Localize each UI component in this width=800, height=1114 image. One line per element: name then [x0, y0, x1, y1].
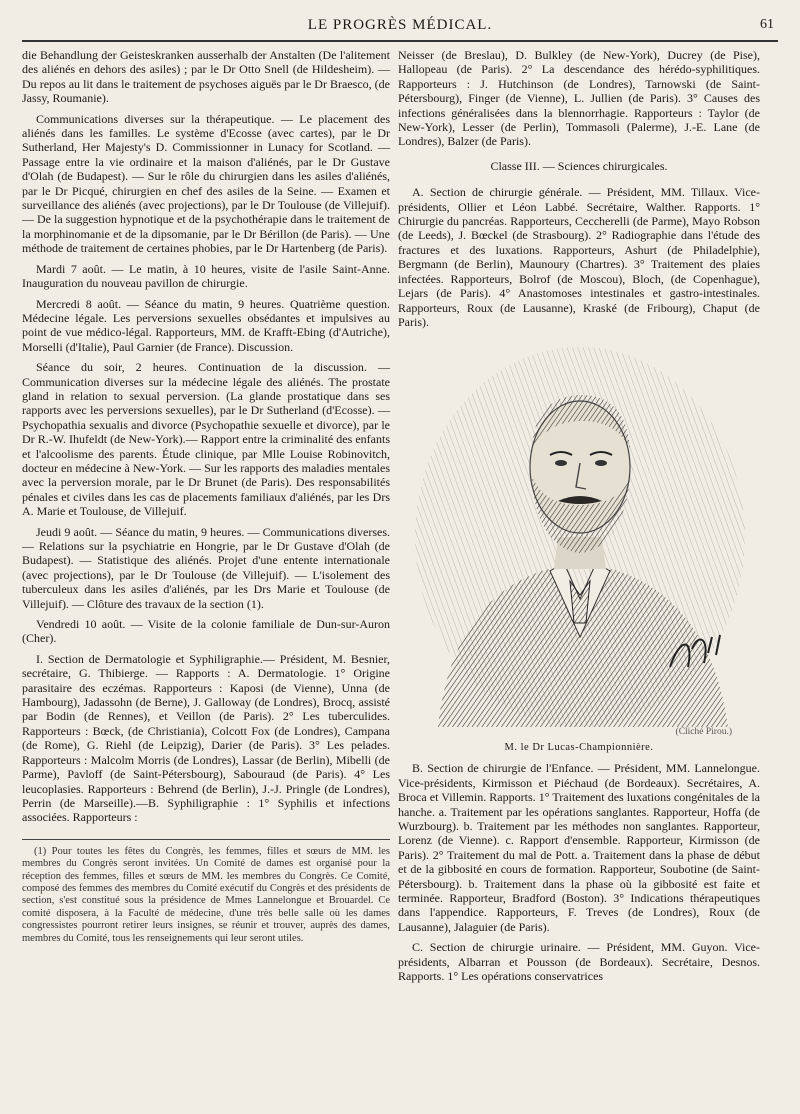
image-credit: (Cliché Pirou.): [675, 726, 732, 737]
paragraph: Neisser (de Breslau), D. Bulkley (de New-York), Ducrey (de Pise), Hallopeau (de Paris). 2° La descendance des hérédo-syphilitiques. Rapporteurs : J. Hutchinson (de Londres), Tarnowski (de Saint-Pétersbourg), Finger (de Vienne), L. Jullien (de Paris). 3° Causes des infections généralisées dans la blennorrhagie. Rapporteurs : Taylor (de New-York), Lesser (de Perlin), Tommasoli (Palerme), J.-E. Lane (de Londres), Balzer (de Paris).: [398, 48, 760, 149]
paragraph: die Behandlung der Geisteskranken ausserhalb der Anstalten (De l'alitement des aliénés en dehors des asiles) ; par le Dr Otto Snell (de Hildesheim). — Du repos au lit dans le traitement de psychoses aiguës par le Dr Braesco, (de Jassy, Roumanie).: [22, 48, 390, 106]
paragraph: Mercredi 8 août. — Séance du matin, 9 heures. Quatrième question. Médecine légale. Les perversions sexuelles obsédantes et impulsives au point de vue médico-légal. Rapporteurs, MM. de Krafft-Ebing (d'Autriche), Morselli (d'Italie), Paul Garnier (de France). Discussion.: [22, 296, 390, 354]
paragraph: Mardi 7 août. — Le matin, à 10 heures, visite de l'asile Saint-Anne. Inauguration du nouveau pavillon de chirurgie.: [22, 261, 390, 291]
page-header: [22, 14, 778, 42]
paragraph: Séance du soir, 2 heures. Continuation de la discussion. — Communication diverses sur la médecine légale des aliénés. The prostate gland in relation to sexual perversion. (La glande prostatique dans ses rapports avec les perversions sexuelles), par le Dr Sutherland (d'Ecosse). — Psychopathia sexualis and divorce (Psychopathie sexuelle et divorce), par le Dr R.-W. Ihufeldt (de New-York).— Rapport entre la criminalité des enfants et l'alcoolisme des parents. Étude clinique, par Mlle Louise Robinovitch, docteur en médecine à New-York. — Sur les rapports des maladies mentales avec la perversion morale, par le Dr Brunet (de Paris). Des responsabilités pénales et civiles dans les cas de placements familiaux d'aliénés, par les Drs A. Marie et Toulouse, de Villejuif.: [22, 360, 390, 519]
paragraph: A. Section de chirurgie générale. — Président, MM. Tillaux. Vice-présidents, Ollier et Léon Labbé. Secrétaire, Walther. Rapports. 1° Chirurgie du pancréas. Rapporteurs, Ceccherelli (de Parme), Mayo Robson (de Leeds), J. Bœckel (de Strasbourg). 2° Radiographie dans l'étude des fractures et des luxations. Rapporteurs, Ashurt (de Philadelphie), Bergmann (de Berlin), Maunoury (Chartres). 3° Traitement des plaies infectées. Rapporteurs, Bolrof (de Moscou), Bloch, (de Copenhague), Lejars (de Paris). 4° Anastomoses intestinales et gastro-intestinales. Rapporteurs, Roux (de Lausanne), Kraské (de Fribourg), Chaput (de Paris).: [398, 185, 760, 329]
paragraph: B. Section de chirurgie de l'Enfance. — Président, MM. Lannelongue. Vice-présidents, Kirmisson et Piéchaud (de Bordeaux). Secrétaires, A. Broca et Villemin. Rapports. 1° Traitement des luxations congénitales de la hanche. a. Traitement par les opérations sanglantes. Rapporteur, Hoffa (de Wurzbourg). b. Traitement par les méthodes non sanglantes. Rapporteur, Lorenz (de Vienne). c. Rapport d'ensemble. Rapporteur, Kirmisson (de Paris). 2° Traitement du mal de Pott. a. Traitement dans la phase de début et de la gibbosité en cours de formation. Rapporteur, Soubotine (de Saint-Pétersbourg). b. Traitement dans la phase où la gibbosité est faite et terminée. Rapporteur, Bradford (Boston). 3° Indications thérapeutiques dans l'appendice. Rapporteurs, F. Treves (de Londres), Roux (de Lausanne), Jalaguier (de Paris).: [398, 761, 760, 934]
paragraph: Communications diverses sur la thérapeutique. — Le placement des aliénés dans les familles. Le système d'Ecosse (avec cartes), par le Dr Sutherland, Her Majesty's D. Commissionner in Lunacy for Scotland. — Passage entre la vie ordinaire et la maison d'aliénés, par le Dr Gustave d'Olah (de Budapest). — Sur le rôle du chirurgien dans les asiles d'aliénés, par le Dr Picqué, chirurgien en chef des asiles de la Seine. — Examen et surveillance des aliénés (avec projections), par le Dr Toulouse (de Villejuif). — De la suggestion hypnotique et de la psychothérapie dans le traitement de la morphinomanie et de la dipsomanie, par le Dr Bérillon (de Paris). — Une méthode de traitement de certaines phobies, par le Dr Hartenberg (de Paris).: [22, 111, 390, 256]
footnote: (1) Pour toutes les fêtes du Congrès, les femmes, filles et sœurs de MM. les membres du Congrès seront invitées. Un Comité de dames est organisé pour la réception des femmes, filles et sœurs de MM. les membres du Congrès. Ce Comité, composé des femmes des membres du Comité exécutif du Congrès et des présidents de section, s'est constitué sous la présidence de Mmes Lannelongue et Brouardel. Ce comité disposera, à la Faculté de médecine, d'une très belle salle où les dames congressistes pourront retirer leurs insignes, se réunir et trouver, auprès des dames, membres du Comité, tous les renseignements qui leur seront utiles.: [22, 845, 390, 944]
portrait-engraving: [398, 337, 760, 755]
image-caption: M. le Dr Lucas-Championnière.: [504, 741, 654, 753]
page-number: 61: [760, 17, 774, 32]
paragraph: Vendredi 10 août. — Visite de la colonie familiale de Dun-sur-Auron (Cher).: [22, 617, 390, 646]
left-column: [22, 48, 390, 1106]
footnote-divider: [22, 839, 390, 840]
right-column: [398, 48, 760, 1106]
journal-title: LE PROGRÈS MÉDICAL.: [307, 17, 493, 33]
paragraph: Jeudi 9 août. — Séance du matin, 9 heures. — Communications diverses. — Relations sur la psychiatrie en Hongrie, par le Dr Gustave d'Olah (de Budapest). — Statistique des aliénés. Projet d'une entente internationale (avec projections), par le Dr Toulouse (de Villejuif). — L'isolement des tuberculeux dans les asiles d'aliénés, par les Drs Marie et Toulouse (de Villejuif). — Clôture des travaux de la section (1).: [22, 524, 390, 611]
portrait-illustration: [398, 337, 760, 727]
section-heading: Classe III. — Sciences chirurgicales.: [490, 158, 668, 173]
paragraph: C. Section de chirurgie urinaire. — Président, MM. Guyon. Vice-présidents, Albarran et Pousson (de Bordeaux). Secrétaire, Desnos. Rapports. 1° Les opérations conservatrices: [398, 940, 760, 983]
paragraph: I. Section de Dermatologie et Syphiligraphie.— Président, M. Besnier, secrétaire, G. Thibierge. — Rapports : A. Dermatologie. 1° Origine parasitaire des eczémas. Rapporteurs : Kaposi (de Vienne), Unna (de Hambourg), Jadassohn (de Berne), J. Galloway (de Londres), Brocq, assisté par Bodin (de Rennes), et Veillon (de Paris). 2° Les tuberculides. Rapporteurs : Bœck, (de Christiania), Colcott Fox (de Londres), Campana (de Rome), G. Riehl (de Leipzig), Darier (de Paris). 3° Les pelades. Rapporteurs : Malcolm Morris (de Londres), Lassar (de Berlin), Mibelli (de Parme), Pavloff (de Saint-Pétersbourg), Sabouraud (de Paris). 4° Les leucoplasies. Rapporteurs : Behrend (de Berlin), J.-J. Pringle (de Londres), Perrin (de Marseille).—B. Syphiligraphie : 1° Syphilis et infections associées. Rapporteurs :: [22, 651, 390, 825]
